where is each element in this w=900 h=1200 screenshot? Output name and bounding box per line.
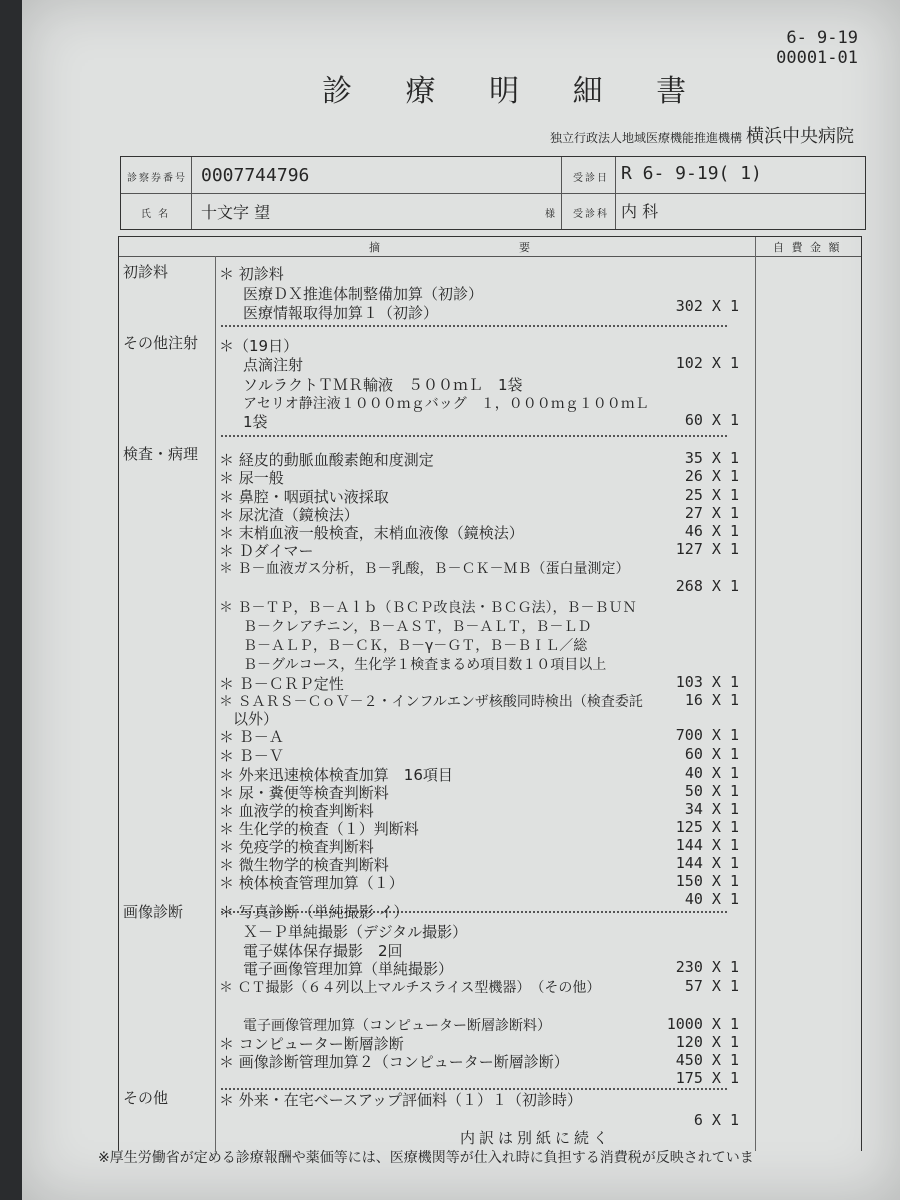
item-line: 1袋 bbox=[243, 413, 268, 431]
amount: 1000 X 1 bbox=[666, 1015, 739, 1033]
item-line: ＊ 外来・在宅ベースアップ評価料（１）１（初診時） bbox=[219, 1091, 582, 1109]
item-line: 医療ＤＸ推進体制整備加算（初診） bbox=[243, 285, 484, 303]
item-line: ＊ 初診料 bbox=[219, 265, 284, 283]
amount: 57 X 1 bbox=[684, 977, 739, 995]
tax-note: ※厚生労働省が定める診療報酬や薬価等には、医療機関等が仕入れ時に負担する消費税が反映されていま bbox=[98, 1150, 754, 1166]
section-separator bbox=[221, 435, 727, 437]
item-line: Ｘ－Ｐ単純撮影（デジタル撮影） bbox=[243, 923, 468, 941]
item-line: ＊ Ｂ－Ａ bbox=[219, 728, 284, 746]
item-line: ＊ 経皮的動脈血酸素飽和度測定 bbox=[219, 451, 434, 469]
item-line: ＊ Ｂ－ＣＲＰ定性 bbox=[219, 675, 344, 693]
continued-note: 内訳は別紙に続く bbox=[460, 1129, 613, 1147]
amount: 268 X 1 bbox=[675, 577, 739, 595]
visit-date-label: 受診日 bbox=[573, 173, 609, 184]
amount: 40 X 1 bbox=[684, 764, 739, 782]
honorific: 様 bbox=[545, 209, 557, 220]
patient-info-box bbox=[120, 156, 866, 230]
info-divider bbox=[615, 157, 616, 229]
item-line: ＊ 外来迅速検体検査加算 16項目 bbox=[219, 766, 453, 784]
category-label: その他注射 bbox=[123, 334, 199, 352]
amount: 230 X 1 bbox=[675, 958, 739, 976]
amount: 40 X 1 bbox=[684, 890, 739, 908]
item-line: Ｂ－クレアチニン，Ｂ－ＡＳＴ，Ｂ－ＡＬＴ，Ｂ－ＬＤ bbox=[243, 619, 592, 635]
card-number: 0007744796 bbox=[201, 165, 310, 186]
item-line: ソルラクトＴＭＲ輸液 ５００ｍＬ 1袋 bbox=[243, 376, 523, 394]
page-title: 診 療 明 細 書 bbox=[322, 74, 709, 109]
detail-table bbox=[118, 236, 862, 1151]
item-line: 以外） bbox=[233, 710, 279, 728]
amount: 700 X 1 bbox=[675, 726, 739, 744]
visit-date: R 6- 9-19( 1) bbox=[621, 163, 762, 184]
item-line: ＊ Ｄダイマー bbox=[219, 542, 314, 560]
item-line: 電子媒体保存撮影 2回 bbox=[243, 942, 403, 960]
item-line: 電子画像管理加算（単純撮影） bbox=[243, 960, 454, 978]
item-line: ＊ 鼻腔・咽頭拭い液採取 bbox=[219, 488, 389, 506]
item-line: 電子画像管理加算（コンピューター断層診断料） bbox=[243, 1018, 551, 1034]
amount: 120 X 1 bbox=[675, 1033, 739, 1051]
info-divider bbox=[191, 157, 192, 229]
info-divider bbox=[561, 157, 562, 229]
table-header bbox=[119, 237, 861, 257]
doc-number: 00001-01 bbox=[776, 48, 858, 68]
amount: 302 X 1 bbox=[675, 297, 739, 315]
amount: 144 X 1 bbox=[675, 836, 739, 854]
item-line: ＊ 尿・糞便等検査判断料 bbox=[219, 784, 389, 802]
category-divider bbox=[215, 256, 216, 1151]
item-line: ＊ Ｂ－ＴＰ，Ｂ－Ａｌｂ（ＢＣＰ改良法・ＢＣＧ法），Ｂ－ＢＵＮ bbox=[219, 600, 637, 616]
amount: 60 X 1 bbox=[684, 411, 739, 429]
item-line: アセリオ静注液１０００ｍｇバッグ １，０００ｍｇ１００ｍＬ bbox=[243, 396, 649, 412]
item-line: ＊ ＳＡＲＳ－ＣｏＶ－２・インフルエンザ核酸同時検出（検査委託 bbox=[219, 694, 643, 710]
amount: 103 X 1 bbox=[675, 673, 739, 691]
department: 内 科 bbox=[621, 202, 659, 221]
amount: 6 X 1 bbox=[693, 1111, 739, 1129]
amount: 27 X 1 bbox=[684, 504, 739, 522]
self-pay-header: 自 費 金 額 bbox=[773, 241, 842, 254]
amount: 102 X 1 bbox=[675, 354, 739, 372]
category-label: 初診料 bbox=[123, 263, 169, 281]
department-label: 受診科 bbox=[573, 209, 609, 220]
item-line: ＊ Ｂ－Ｖ bbox=[219, 747, 284, 765]
amount: 60 X 1 bbox=[684, 745, 739, 763]
amount: 175 X 1 bbox=[675, 1069, 739, 1087]
item-line: ＊（19日） bbox=[219, 337, 299, 355]
info-row-1 bbox=[121, 157, 865, 194]
item-line: Ｂ－ＡＬＰ，Ｂ－ＣＫ，Ｂ－γ－ＧＴ，Ｂ－ＢＩＬ／総 bbox=[243, 638, 588, 654]
doc-code bbox=[776, 28, 858, 68]
item-line: ＊ 生化学的検査（１）判断料 bbox=[219, 820, 419, 838]
item-line: 点滴注射 bbox=[243, 356, 304, 374]
info-row-2 bbox=[121, 193, 865, 229]
amount: 35 X 1 bbox=[684, 449, 739, 467]
amount: 46 X 1 bbox=[684, 522, 739, 540]
category-label: 検査・病理 bbox=[123, 445, 199, 463]
summary-header-2: 要 bbox=[519, 241, 530, 254]
name-label: 氏 名 bbox=[141, 209, 171, 220]
item-line: ＊ 尿沈渣（鏡検法） bbox=[219, 506, 359, 524]
summary-header: 摘 bbox=[369, 241, 380, 254]
amount: 16 X 1 bbox=[684, 691, 739, 709]
item-line: ＊ コンピューター断層診断 bbox=[219, 1035, 404, 1053]
item-line: ＊ ＣＴ撮影（６４列以上マルチスライス型機器） （その他） bbox=[219, 980, 601, 996]
patient-name: 十文字 望 bbox=[201, 203, 271, 222]
print-date: 6- 9-19 bbox=[786, 28, 858, 48]
card-number-label: 診察券番号 bbox=[127, 173, 187, 184]
item-line: ＊ 免疫学的検査判断料 bbox=[219, 838, 374, 856]
amount: 125 X 1 bbox=[675, 818, 739, 836]
amount: 127 X 1 bbox=[675, 540, 739, 558]
item-line: ＊ 尿一般 bbox=[219, 469, 284, 487]
hospital: 横浜中央病院 bbox=[746, 126, 854, 147]
section-separator bbox=[221, 325, 727, 327]
self-pay-divider bbox=[755, 237, 756, 1151]
item-line: ＊ 末梢血液一般検査，末梢血液像（鏡検法） bbox=[219, 524, 524, 542]
amount: 25 X 1 bbox=[684, 486, 739, 504]
amount: 144 X 1 bbox=[675, 854, 739, 872]
hospital-name bbox=[550, 122, 854, 148]
organization: 独立行政法人地域医療機能推進機構 bbox=[549, 131, 742, 145]
statement-paper bbox=[22, 0, 900, 1200]
item-line: ＊ 写真診断（単純撮影 イ） bbox=[219, 903, 409, 921]
item-line: ＊ Ｂ－血液ガス分析，Ｂ－乳酸，Ｂ－ＣＫ－ＭＢ（蛋白量測定） bbox=[219, 561, 630, 577]
amount: 34 X 1 bbox=[684, 800, 739, 818]
amount: 450 X 1 bbox=[675, 1051, 739, 1069]
amount: 150 X 1 bbox=[675, 872, 739, 890]
amount: 26 X 1 bbox=[684, 467, 739, 485]
item-line: 医療情報取得加算１（初診） bbox=[243, 304, 439, 322]
item-line: ＊ 検体検査管理加算（１） bbox=[219, 874, 404, 892]
item-line: ＊ 微生物学的検査判断料 bbox=[219, 856, 389, 874]
item-line: ＊ 画像診断管理加算２（コンピューター断層診断） bbox=[219, 1053, 569, 1071]
category-label: 画像診断 bbox=[123, 903, 184, 921]
item-line: ＊ 血液学的検査判断料 bbox=[219, 802, 374, 820]
amount: 50 X 1 bbox=[684, 782, 739, 800]
item-line: Ｂ－グルコース，生化学１検査まるめ項目数１０項目以上 bbox=[243, 657, 607, 673]
category-label: その他 bbox=[123, 1089, 169, 1107]
